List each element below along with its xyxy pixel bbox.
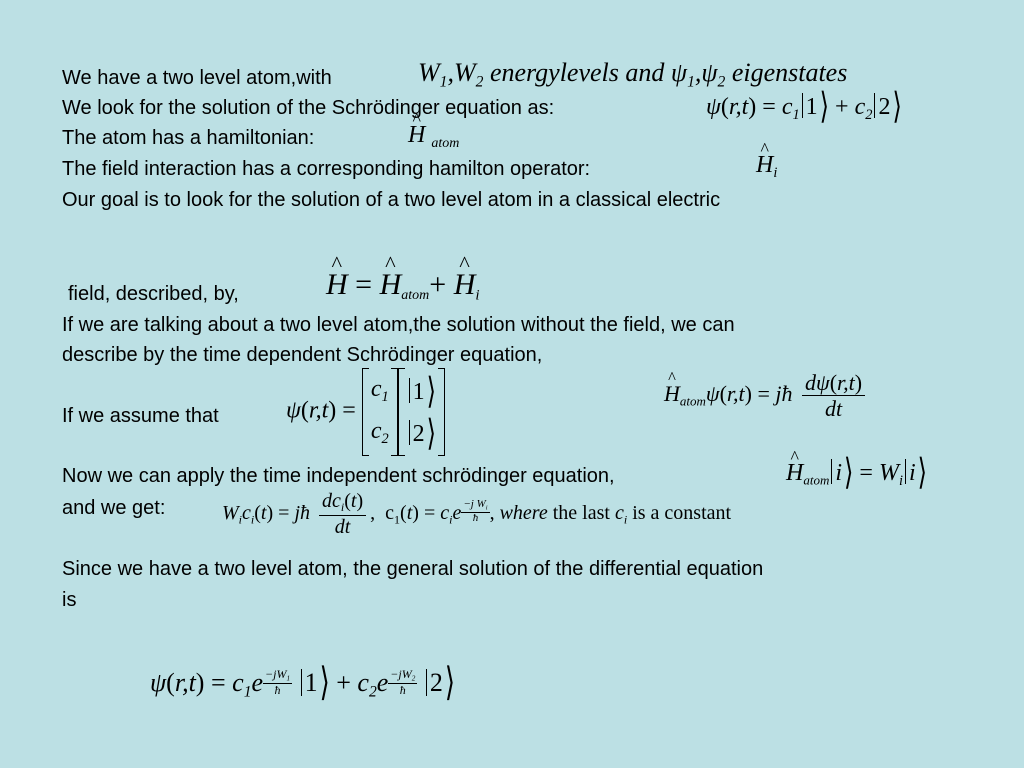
constant-text: is a constant xyxy=(632,502,732,525)
text-line-13: is xyxy=(62,589,77,611)
state-vector-equation: ψ(r,t) = $c_1$ $c_2$ 1⟩ 2⟩ xyxy=(286,368,445,456)
coefficient-differential-equation: $W_ic_i(t)$ = jħ $\frac{dc_i(t)}{dt}$ , $c_1(t) = c_ie$ $\frac{-j W_i}{ħ}$ , where the last $c_i$ is a constant xyxy=(222,490,732,538)
j-symbol: j xyxy=(775,380,782,406)
text-line-11: and we get: xyxy=(62,497,166,519)
atom-subscript-4: atom xyxy=(803,472,830,488)
text-line-1: We have a two level atom,with xyxy=(62,67,332,89)
field-hamiltonian: ^ $H_i$ xyxy=(756,152,777,182)
total-hamiltonian-equation: ^ H = ^ $H_{atom}+$ ^ $H_i$ xyxy=(326,268,480,304)
text-line-10: Now we can apply the time independent schrödinger equation, xyxy=(62,465,615,487)
atom-hamiltonian: ^ H $_{atom}$ xyxy=(408,122,459,152)
text-line-12: Since we have a two level atom, the general solution of the differential equation xyxy=(62,558,764,580)
atom-subscript: atom xyxy=(431,135,460,151)
text-line-5: Our goal is to look for the solution of a two level atom in a classical electric xyxy=(62,189,721,211)
the-last-text: the last xyxy=(552,502,610,525)
where-word: where xyxy=(499,502,548,525)
coefficient-matrix: $c_1$ $c_2$ xyxy=(362,368,398,456)
text-line-3: The atom has a hamiltonian: xyxy=(62,127,315,149)
eigenstates-word: eigenstates xyxy=(731,58,848,87)
atom-subscript-2: atom xyxy=(401,287,430,303)
hbar-symbol: ħ xyxy=(781,380,793,406)
time-dependent-schrodinger-equation: ^ $H_{atom}\psi(r,t)$ = jħ $\frac{d\psi(r,t)}{dt}$ xyxy=(664,370,869,422)
energy-levels-word: energylevels xyxy=(489,58,619,87)
and-word: and xyxy=(625,58,665,87)
energy-levels-equation: $W_1,W_2$ energylevels and $\psi_1,\psi_2$ eigenstates xyxy=(418,58,848,91)
basis-matrix: 1⟩ 2⟩ xyxy=(398,368,445,456)
text-line-2: We look for the solution of the Schrödinger equation as: xyxy=(62,97,555,119)
time-independent-schrodinger-equation: ^ $H_{atom}$ i⟩ = $W_i$ i⟩ xyxy=(786,458,927,490)
text-line-6: field, described, by, xyxy=(68,283,239,305)
text-line-8: describe by the time dependent Schrödinger equation, xyxy=(62,344,543,366)
text-line-7: If we are talking about a two level atom,the solution without the field, we can xyxy=(62,314,735,336)
text-line-9: If we assume that xyxy=(62,405,219,427)
hbar-symbol-2: ħ xyxy=(300,502,310,525)
atom-subscript-3: atom xyxy=(679,393,706,409)
text-line-4: The field interaction has a corresponding hamilton operator: xyxy=(62,158,591,180)
solution-form-equation: $\psi(r,t) = c_1$ 1⟩ + $c_2$ 2⟩ xyxy=(706,87,902,127)
general-solution-equation: $\psi(r,t) = c_1e$ $\frac{-jW_1}{ħ}$ 1⟩ + $c_2e$ $\frac{-jW_2}{ħ}$ 2⟩ xyxy=(150,660,455,705)
j-symbol-2: j xyxy=(294,502,300,525)
